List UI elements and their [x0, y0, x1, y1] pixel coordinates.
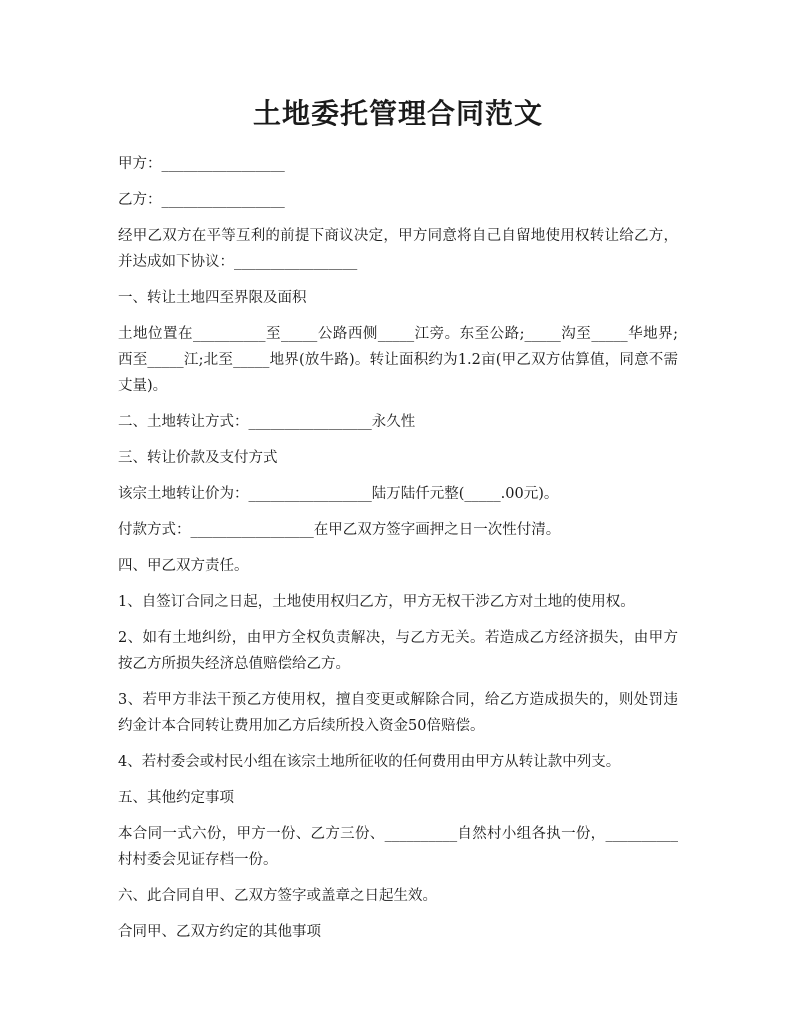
clause-1: 1、自签订合同之日起，土地使用权归乙方，甲方无权干涉乙方对土地的使用权。 [118, 594, 635, 610]
section-1-content: 土地位置在__________至_____公路西侧_____江旁。东至公路;_____沟至_____华地界;西至_____江;北至_____地界(放牛路)。转让面积约为1.2亩(甲乙双方估算值，同意不需丈量)。 [118, 326, 678, 394]
section-1-heading: 一、转让土地四至界限及面积 [118, 290, 307, 306]
document-title: 土地委托管理合同范文 [252, 97, 543, 130]
party-a-line: 甲方：_________________ [118, 156, 285, 172]
other-matters: 合同甲、乙双方约定的其他事项 [118, 924, 321, 940]
party-b-line: 乙方：_________________ [118, 192, 285, 208]
copies-clause: 本合同一式六份，甲方一份、乙方三份、__________自然村小组各执一份，__________村村委会见证存档一份。 [118, 826, 678, 868]
clause-2: 2、如有土地纠纷，由甲方全权负责解决，与乙方无关。若造成乙方经济损失，由甲方按乙方所损失经济总值赔偿给乙方。 [118, 630, 678, 672]
section-3-heading: 三、转让价款及支付方式 [118, 450, 278, 466]
section-6-heading: 六、此合同自甲、乙双方签字或盖章之日起生效。 [118, 888, 437, 904]
document-body [118, 151, 678, 945]
payment-method: 付款方式：_________________在甲乙双方签字画押之日一次性付清。 [118, 522, 561, 538]
preamble: 经甲乙双方在平等互利的前提下商议决定，甲方同意将自己自留地使用权转让给乙方，并达成如下协议：_________________ [118, 228, 678, 270]
transfer-price: 该宗土地转让价为：_________________陆万陆仟元整(_____.00元)。 [118, 486, 559, 502]
section-2-heading: 二、土地转让方式：_________________永久性 [118, 414, 416, 430]
section-4-heading: 四、甲乙双方责任。 [118, 558, 249, 574]
clause-4: 4、若村委会或村民小组在该宗土地所征收的任何费用由甲方从转让款中列支。 [118, 754, 621, 770]
clause-3: 3、若甲方非法干预乙方使用权，擅自变更或解除合同，给乙方造成损失的，则处罚违约金计本合同转让费用加乙方后续所投入资金50倍赔偿。 [118, 692, 678, 734]
section-5-heading: 五、其他约定事项 [118, 790, 234, 806]
